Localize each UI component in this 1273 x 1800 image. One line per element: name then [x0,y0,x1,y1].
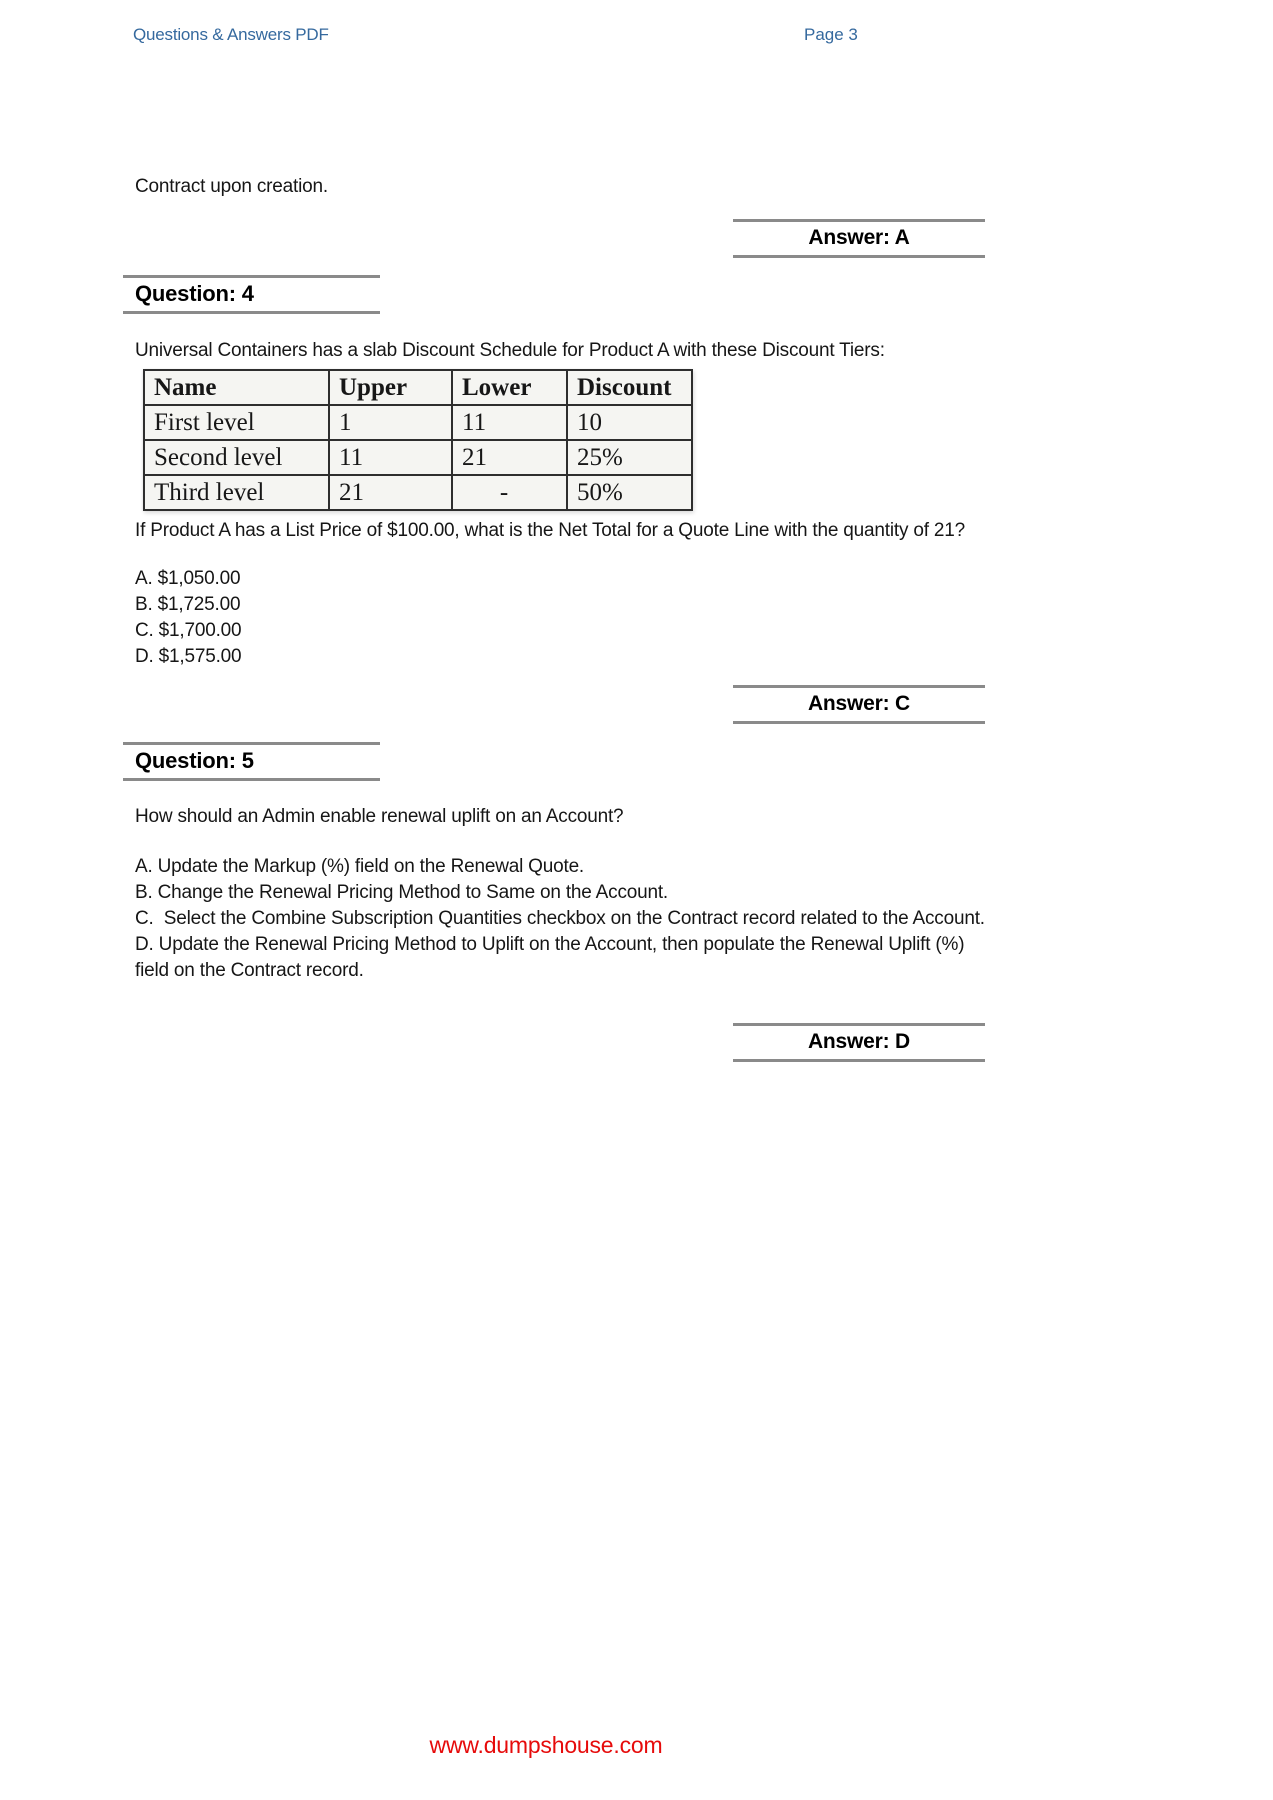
table-cell: Second level [144,440,329,475]
question-4-heading: Question: 4 [123,275,380,314]
table-header-cell: Upper [329,370,452,405]
table-cell: 50% [567,475,692,510]
option-c: C. Select the Combine Subscription Quantities checkbox on the Contract record related to the Account. [135,908,985,929]
question-5-heading: Question: 5 [123,742,380,781]
table-cell: Third level [144,475,329,510]
option-c: C. $1,700.00 [135,620,242,641]
discount-tiers-table [143,369,693,511]
table-cell: 21 [452,440,567,475]
option-a: A. Update the Markup (%) field on the Renewal Quote. [135,856,585,877]
question-5-text: How should an Admin enable renewal uplift on an Account? [135,806,624,827]
carryover-text: Contract upon creation. [135,176,328,197]
table-header-cell: Name [144,370,329,405]
answer-box-previous-question: Answer: A [733,219,985,258]
table-cell: 11 [329,440,452,475]
answer-box-question-4: Answer: C [733,685,985,724]
table-header-row [144,370,692,405]
footer-site-link[interactable]: www.dumpshouse.com [429,1732,663,1758]
table-row [144,440,692,475]
option-d: D. $1,575.00 [135,646,242,667]
option-d: D. Update the Renewal Pricing Method to Uplift on the Account, then populate the Renewal Uplift (%) field on the Contract record. [135,934,970,981]
table-cell: 11 [452,405,567,440]
header-title: Questions & Answers PDF [133,25,329,44]
question-4-text: If Product A has a List Price of $100.00, what is the Net Total for a Quote Line with the quantity of 21? [135,520,965,541]
page-number: Page 3 [804,25,858,44]
table-cell: 21 [329,475,452,510]
table-header-cell: Discount [567,370,692,405]
table-cell: 1 [329,405,452,440]
question-4-options [135,566,241,670]
answer-box-question-5: Answer: D [733,1023,985,1062]
table-cell: 25% [567,440,692,475]
table-header-cell: Lower [452,370,567,405]
table-cell: 10 [567,405,692,440]
table-row [144,405,692,440]
page-footer [0,1732,1092,1759]
option-a: A. $1,050.00 [135,568,241,589]
option-b: B. Change the Renewal Pricing Method to Same on the Account. [135,882,668,903]
table-row [144,475,692,510]
question-5-options [135,854,987,984]
question-4-intro: Universal Containers has a slab Discount Schedule for Product A with these Discount Tiers: [135,340,885,361]
table-cell: First level [144,405,329,440]
option-b: B. $1,725.00 [135,594,241,615]
table-cell: - [452,475,567,510]
